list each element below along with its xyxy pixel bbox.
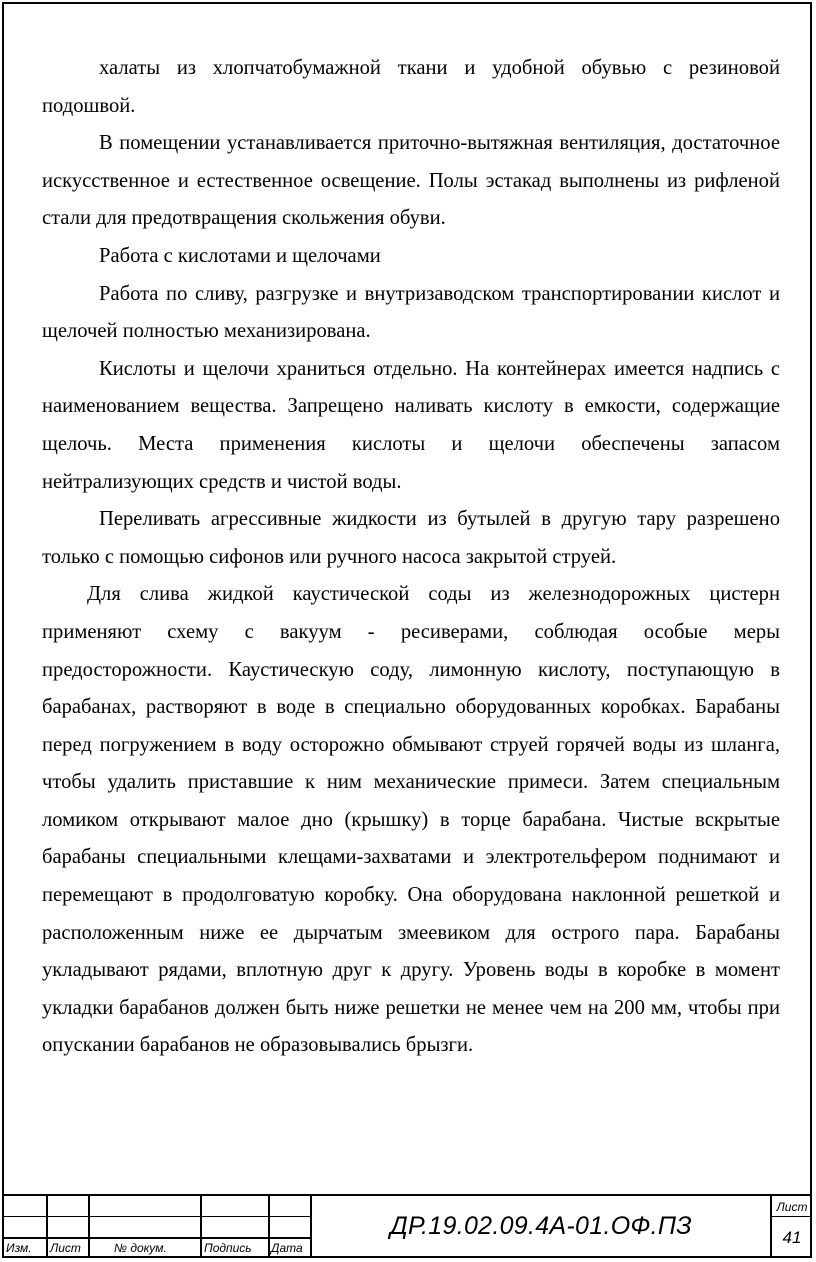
paragraph: В помещении устанавливается приточно-вытяжная вентиляция, достаточное искусственное и естественное освещение. Полы эстакад выполнены из рифленой стали для предотвращения скольжения обуви. [42, 132, 780, 230]
document-code: ДР.19.02.09.4А-01.ОФ.ПЗ [390, 1212, 692, 1240]
sheet-label: Лист [776, 1200, 808, 1214]
paragraph: Работа по сливу, разгрузке и внутризаводском транспортировании кислот и щелочей полностью механизирована. [42, 282, 780, 343]
paragraph: халаты из хлопчатобумажной ткани и удобной обувью с резиновой подошвой. [42, 57, 780, 117]
sheet-number: 41 [782, 1228, 802, 1247]
document-number-label: № докум. [114, 1241, 167, 1255]
izm-label: Изм. [6, 1241, 32, 1255]
section-heading: Работа с кислотами и щелочами [99, 244, 381, 267]
paragraph: Кислоты и щелочи храниться отдельно. На контейнерах имеется надпись с наименованием вещества. Запрещено наливать кислоту в емкости, содержащие щелочь. Места применения кислоты и щелочи обеспечены запасом нейтрализующих средств и чистой воды. [42, 357, 780, 493]
paragraph: Переливать агрессивные жидкости из бутылей в другую тару разрешено только с помощью сифонов или ручного насоса закрытой струей. [42, 508, 780, 568]
signature-label: Подпись [204, 1241, 252, 1255]
list-label: Лист [50, 1241, 81, 1255]
title-block [2, 1194, 812, 1258]
date-label: Дата [271, 1241, 303, 1255]
paragraph: Для слива жидкой каустической соды из железнодорожных цистерн применяют схему с вакуум - ресиверами, соблюдая особые меры предосторожности. Каустическую соду, лимонную кислоту, поступающую в барабанах, растворяют в воде в специально оборудованных коробках. Барабаны перед погружением в воду осторожно обмывают струей горячей воды из шланга, чтобы удалить приставшие к ним механические примеси. Затем специальным ломиком открывают малое дно (крышку) в торце барабана. Чистые вскрытые барабаны специальными клещами-захватами и электротельфером поднимают и перемещают в продолговатую коробку. Она оборудована наклонной решеткой и расположенным ниже ее дырчатым змеевиком для острого пара. Барабаны укладывают рядами, вплотную друг к другу. Уровень воды в коробке в момент укладки барабанов должен быть ниже решетки не менее чем на 200 мм, чтобы при опускании барабанов не образовывались брызги. [42, 583, 780, 1057]
document-body [42, 50, 780, 1065]
